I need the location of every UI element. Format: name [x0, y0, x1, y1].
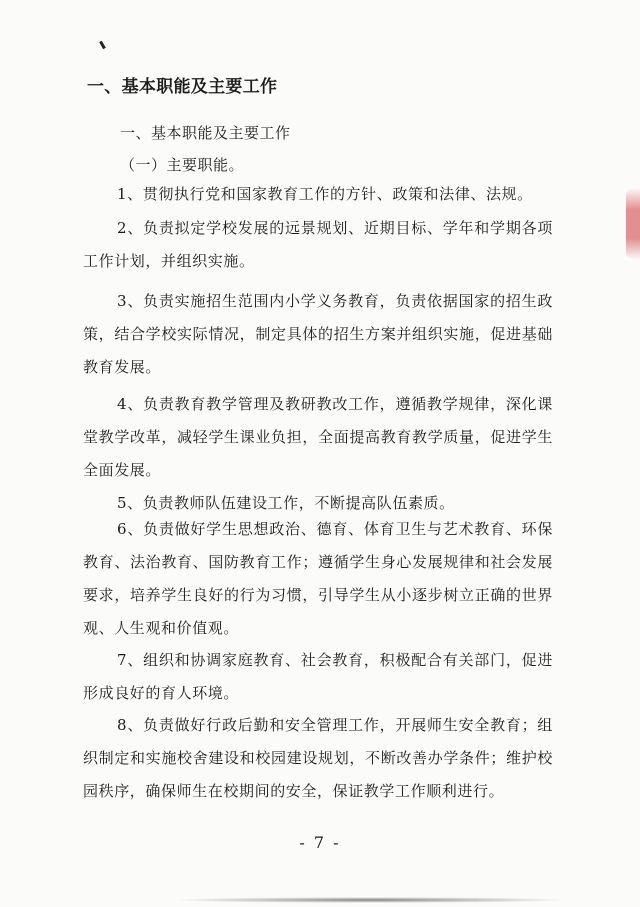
stray-mark: [99, 41, 106, 49]
functions-label: （一）主要职能。: [120, 156, 245, 174]
paragraph-6: 6、负责做好学生思想政治、德育、体育卫生与艺术教育、环保教育、法治教育、国防教育工作；遵循学生身心发展规律和社会发展要求，培养学生良好的行为习惯，引导学生从小逐步树立正确的世界观、人生观和价值观。: [83, 520, 553, 637]
paragraph-4: 4、负责教育教学管理及教研教改工作，遵循教学规律，深化课堂教学改革，减轻学生课业负担，全面提高教育教学质量，促进学生全面发展。: [83, 395, 553, 479]
page-number: - 7 -: [299, 833, 341, 852]
paragraph-5: 5、负责教师队伍建设工作，不断提高队伍素质。: [117, 494, 455, 512]
paragraph-8: 8、负责做好行政后勤和安全管理工作，开展师生安全教育；组织制定和实施校舍建设和校园建设规划，不断改善办学条件；维护校园秩序，确保师生在校期间的安全，保证教学工作顺利进行。: [83, 716, 553, 800]
paragraph-3: 3、负责实施招生范围内小学义务教育，负责依据国家的招生政策，结合学校实际情况，制定具体的招生方案并组织实施，促进基础教育发展。: [83, 292, 553, 376]
stamp-edge: [626, 188, 640, 260]
subheading: 一、基本职能及主要工作: [120, 124, 291, 142]
paragraph-7: 7、组织和协调家庭教育、社会教育，积极配合有关部门，促进形成良好的育人环境。: [83, 651, 553, 702]
scan-shadow: [170, 897, 570, 903]
paragraph-1: 1、贯彻执行党和国家教育工作的方针、政策和法律、法规。: [117, 185, 533, 203]
paragraph-2: 2、负责拟定学校发展的远景规划、近期目标、学年和学期各项工作计划，并组织实施。: [83, 219, 553, 270]
section-heading: 一、基本职能及主要工作: [87, 77, 278, 97]
